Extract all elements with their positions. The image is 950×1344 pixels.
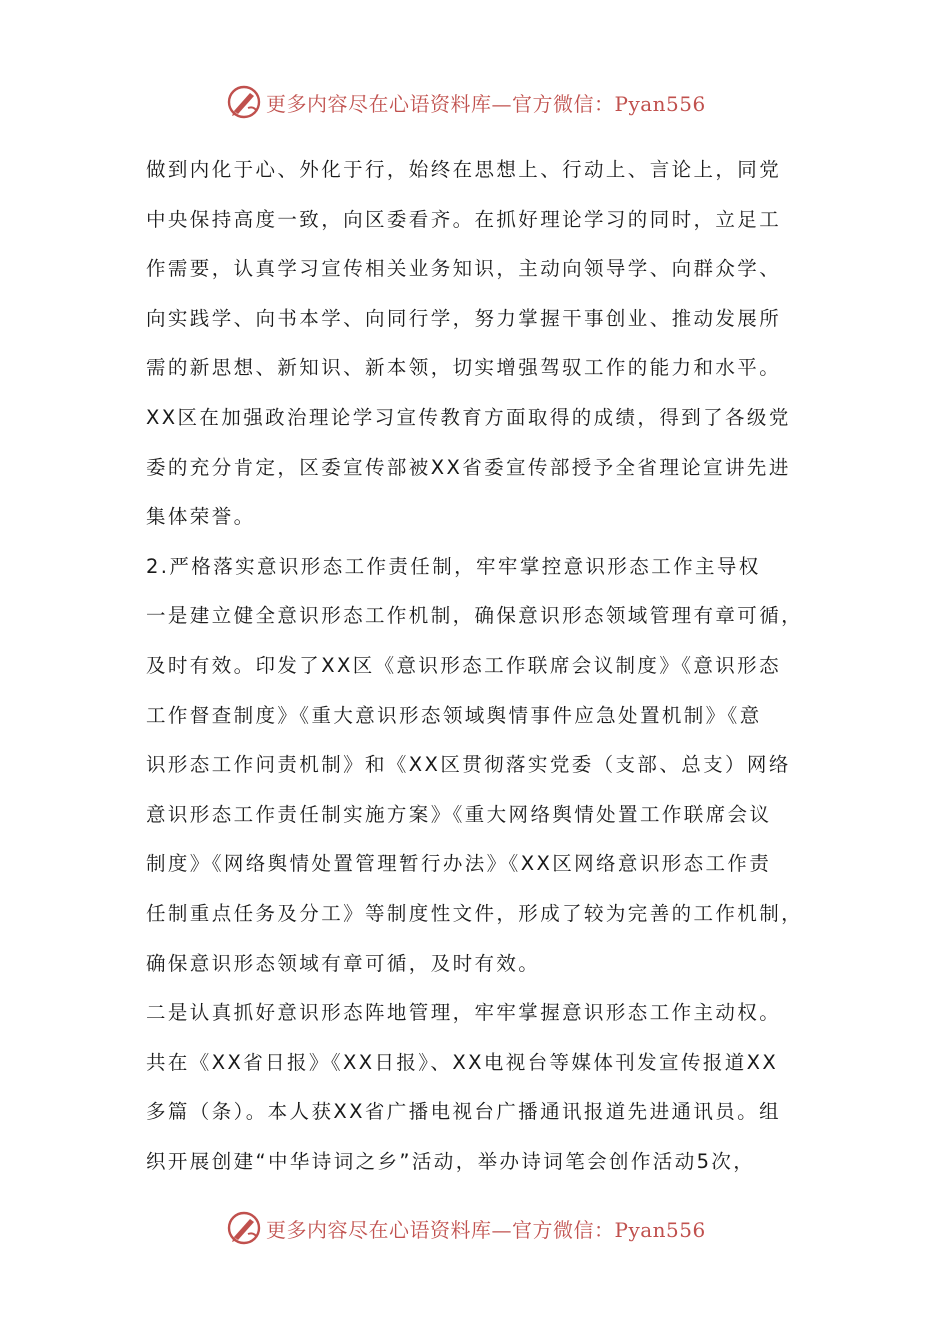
- body-text-line: 织开展创建“中华诗词之乡”活动，举办诗词笔会创作活动5次，: [146, 1149, 756, 1173]
- body-text-line: 二是认真抓好意识形态阵地管理，牢牢掌握意识形态工作主动权。: [146, 1001, 782, 1025]
- body-text-line: 意识形态工作责任制实施方案》《重大网络舆情处置工作联席会议: [146, 802, 772, 826]
- body-text-line: 及时有效。印发了XX区《意识形态工作联席会议制度》《意识形态: [146, 653, 781, 677]
- body-text-line: 任制重点任务及分工》等制度性文件，形成了较为完善的工作机制，: [146, 901, 804, 925]
- header-banner-text: 更多内容尽在心语资料库—官方微信：Pyan556: [266, 91, 706, 116]
- header-watermark-banner: [226, 80, 746, 124]
- body-text-line: 中央保持高度一致，向区委看齐。在抓好理论学习的同时，立足工: [146, 207, 782, 231]
- body-text-line: 向实践学、向书本学、向同行学，努力掌握干事创业、推动发展所: [146, 306, 782, 330]
- body-text-line: 2.严格落实意识形态工作责任制，牢牢掌控意识形态工作主导权: [146, 554, 761, 578]
- body-text-line: XX区在加强政治理论学习宣传教育方面取得的成绩，得到了各级党: [146, 405, 791, 429]
- body-text-line: 作需要，认真学习宣传相关业务知识，主动向领导学、向群众学、: [146, 257, 782, 281]
- body-text-line: 需的新思想、新知识、新本领，切实增强驾驭工作的能力和水平。: [146, 356, 782, 380]
- document-body: [146, 145, 826, 1186]
- body-text-line: 制度》《网络舆情处置管理暂行办法》《XX区网络意识形态工作责: [146, 852, 772, 876]
- body-text-line: 识形态工作问责机制》和《XX区贯彻落实党委（支部、总支）网络: [146, 753, 791, 777]
- pen-circle-logo-icon: [226, 1210, 262, 1246]
- body-text-line: 委的充分肯定，区委宣传部被XX省委宣传部授予全省理论宣讲先进: [146, 455, 791, 479]
- body-text-line: 一是建立健全意识形态工作机制，确保意识形态领域管理有章可循，: [146, 604, 804, 628]
- footer-banner-text: 更多内容尽在心语资料库—官方微信：Pyan556: [266, 1217, 706, 1242]
- body-text-line: 共在《XX省日报》《XX日报》、XX电视台等媒体刊发宣传报道XX: [146, 1050, 779, 1074]
- footer-watermark-banner: [226, 1206, 746, 1250]
- pen-circle-logo-icon: [226, 84, 262, 120]
- body-text-line: 确保意识形态领域有章可循，及时有效。: [146, 951, 541, 975]
- body-text-line: 多篇（条）。本人获XX省广播电视台广播通讯报道先进通讯员。组: [146, 1100, 781, 1124]
- body-text-line: 做到内化于心、外化于行，始终在思想上、行动上、言论上，同党: [146, 158, 782, 181]
- body-text-line: 工作督查制度》《重大意识形态领域舆情事件应急处置机制》《意: [146, 703, 762, 727]
- body-text-line: 集体荣誉。: [146, 505, 256, 529]
